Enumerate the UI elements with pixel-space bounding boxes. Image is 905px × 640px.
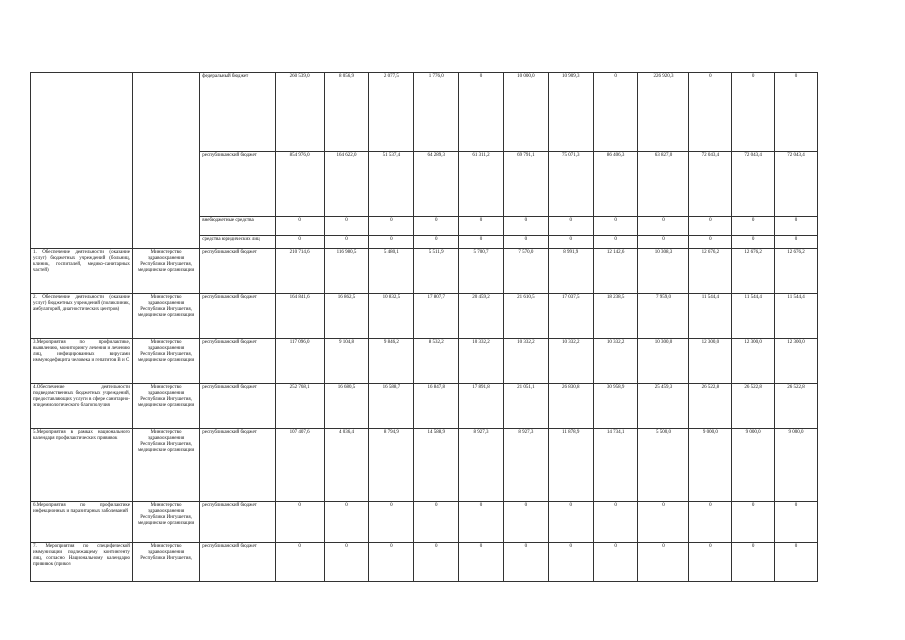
value-cell: 0: [369, 502, 414, 543]
source-cell: республиканский бюджет: [200, 384, 275, 429]
value-cell: 0: [324, 502, 369, 543]
value-cell: 5 500,0: [638, 429, 689, 502]
value-cell: 10 000,0: [503, 73, 548, 152]
value-cell: 25 459,3: [638, 384, 689, 429]
value-cell: 51 537,4: [369, 152, 414, 217]
value-cell: 226 920,3: [638, 73, 689, 152]
value-cell: 0: [275, 217, 324, 236]
value-cell: 26 522,8: [732, 384, 775, 429]
value-cell: 260 539,0: [275, 73, 324, 152]
value-cell: 8 532,2: [414, 339, 459, 384]
value-cell: 8 927,3: [503, 429, 548, 502]
value-cell: 18 238,5: [593, 294, 638, 339]
responsible-cell: Министерство здравоохранения Республики Ингушетия, медицинские организации: [132, 429, 199, 502]
value-cell: 16 862,5: [324, 294, 369, 339]
value-cell: 11 544,4: [775, 294, 818, 339]
activity-cell-continued: [31, 73, 133, 249]
value-cell: 64 289,3: [414, 152, 459, 217]
value-cell: 0: [503, 543, 548, 582]
value-cell: 8 056,9: [324, 73, 369, 152]
value-cell: 61 311,2: [459, 152, 504, 217]
value-cell: 0: [459, 502, 504, 543]
value-cell: 0: [369, 236, 414, 249]
value-cell: 0: [593, 236, 638, 249]
value-cell: 0: [638, 543, 689, 582]
value-cell: 72 043,4: [689, 152, 732, 217]
value-cell: 12 300,0: [732, 339, 775, 384]
value-cell: 14 588,9: [414, 429, 459, 502]
source-cell: республиканский бюджет: [200, 502, 275, 543]
value-cell: 8 991,9: [548, 249, 593, 294]
value-cell: 0: [638, 502, 689, 543]
value-cell: 5 700,7: [459, 249, 504, 294]
value-cell: 0: [593, 217, 638, 236]
value-cell: 63 827,0: [638, 152, 689, 217]
activity-cell: 4.Обеспечение деятельности подведомственных бюджетных учреждений, предоставляющих услуги в сфере санитарно-эпидемиологического благополучия: [31, 384, 133, 429]
value-cell: 10 332,2: [459, 339, 504, 384]
value-cell: 0: [459, 236, 504, 249]
value-cell: 5 480,1: [369, 249, 414, 294]
value-cell: 0: [414, 236, 459, 249]
value-cell: 5 511,9: [414, 249, 459, 294]
value-cell: 164 622,0: [324, 152, 369, 217]
value-cell: 21 051,1: [503, 384, 548, 429]
value-cell: 0: [548, 236, 593, 249]
table-row: [31, 339, 818, 384]
value-cell: 12 676,2: [775, 249, 818, 294]
value-cell: 0: [593, 502, 638, 543]
value-cell: 0: [459, 217, 504, 236]
value-cell: 0: [548, 543, 593, 582]
value-cell: 0: [369, 217, 414, 236]
value-cell: 9 000,0: [689, 429, 732, 502]
value-cell: 14 734,1: [593, 429, 638, 502]
source-cell: республиканский бюджет: [200, 543, 275, 582]
responsible-cell: Министерство здравоохранения Республики Ингушетия, медицинские организации: [132, 502, 199, 543]
value-cell: 252 768,1: [275, 384, 324, 429]
document-page: [30, 72, 818, 582]
value-cell: 10 332,2: [593, 339, 638, 384]
value-cell: 11 544,4: [732, 294, 775, 339]
table-row: [31, 249, 818, 294]
value-cell: 0: [459, 73, 504, 152]
value-cell: 17 037,5: [548, 294, 593, 339]
value-cell: 26 522,8: [775, 384, 818, 429]
table-row: [31, 502, 818, 543]
value-cell: 8 927,3: [459, 429, 504, 502]
value-cell: 0: [732, 73, 775, 152]
value-cell: 8 794,9: [369, 429, 414, 502]
value-cell: 7 570,0: [503, 249, 548, 294]
value-cell: 0: [275, 236, 324, 249]
activity-cell: 6.Мероприятия по профилактике инфекционных и паразитарных заболеваний: [31, 502, 133, 543]
table-row: [31, 294, 818, 339]
value-cell: 0: [689, 73, 732, 152]
value-cell: 0: [775, 73, 818, 152]
value-cell: 210 714,6: [275, 249, 324, 294]
source-cell: внебюджетные средства: [200, 217, 275, 236]
value-cell: 20 459,2: [459, 294, 504, 339]
responsible-cell: Министерство здравоохранения Республики Ингушетия, медицинские организации: [132, 384, 199, 429]
value-cell: 30 958,9: [593, 384, 638, 429]
value-cell: 0: [414, 217, 459, 236]
value-cell: 7 959,0: [638, 294, 689, 339]
source-cell: республиканский бюджет: [200, 339, 275, 384]
value-cell: 0: [548, 217, 593, 236]
value-cell: 9 000,0: [732, 429, 775, 502]
value-cell: 0: [775, 543, 818, 582]
responsible-cell: Министерство здравоохранения Республики Ингушетия, медицинские организации: [132, 294, 199, 339]
value-cell: 16 588,7: [369, 384, 414, 429]
value-cell: 21 610,5: [503, 294, 548, 339]
value-cell: 10 332,2: [548, 339, 593, 384]
table-row: [31, 543, 818, 582]
value-cell: 0: [503, 502, 548, 543]
value-cell: 0: [732, 502, 775, 543]
value-cell: 12 300,0: [775, 339, 818, 384]
value-cell: 107 407,6: [275, 429, 324, 502]
value-cell: 9 000,0: [775, 429, 818, 502]
activity-cell: 7. Мероприятия по специфической иммунизации подлежащему контингенту лиц, согласно Национальному календарю прививок (прикоз: [31, 543, 133, 582]
value-cell: 10 832,5: [369, 294, 414, 339]
value-cell: 116 980,5: [324, 249, 369, 294]
value-cell: 0: [689, 502, 732, 543]
value-cell: 10 308,3: [638, 249, 689, 294]
value-cell: 2 077,5: [369, 73, 414, 152]
responsible-cell-continued: [132, 73, 199, 249]
value-cell: 75 071,3: [548, 152, 593, 217]
value-cell: 0: [775, 217, 818, 236]
value-cell: 0: [324, 236, 369, 249]
value-cell: 12 676,2: [689, 249, 732, 294]
value-cell: 12 142,6: [593, 249, 638, 294]
value-cell: 0: [732, 217, 775, 236]
value-cell: 0: [689, 543, 732, 582]
value-cell: 0: [732, 543, 775, 582]
value-cell: 12 300,0: [689, 339, 732, 384]
value-cell: 0: [732, 236, 775, 249]
value-cell: 164 841,6: [275, 294, 324, 339]
table-row: [31, 384, 818, 429]
value-cell: 4 036,4: [324, 429, 369, 502]
value-cell: 0: [369, 543, 414, 582]
table-row: [31, 73, 818, 152]
source-cell: республиканский бюджет: [200, 249, 275, 294]
value-cell: 0: [689, 236, 732, 249]
activity-cell: 3.Мероприятия по профилактике, выявлению, мониторингу лечения и лечению лиц, инфицированных вирусами иммунодефицита человека и гепатитов В и С: [31, 339, 133, 384]
value-cell: 0: [459, 543, 504, 582]
value-cell: 0: [638, 236, 689, 249]
value-cell: 0: [503, 217, 548, 236]
value-cell: 0: [689, 217, 732, 236]
value-cell: 10 332,2: [503, 339, 548, 384]
value-cell: 0: [775, 236, 818, 249]
table-row: [31, 429, 818, 502]
activity-cell: 2. Обеспечение деятельности (оказание услуг) бюджетных учреждений (поликлиник, амбулаторий, диагностических центров): [31, 294, 133, 339]
responsible-cell: Министерство здравоохранения Республики Ингушетия, медицинские организации: [132, 249, 199, 294]
source-cell: республиканский бюджет: [200, 429, 275, 502]
table-body: [31, 73, 818, 582]
budget-table: [30, 72, 818, 582]
responsible-cell: Министерство здравоохранения Республики Ингушетия, медицинские организации: [132, 339, 199, 384]
value-cell: 0: [275, 502, 324, 543]
value-cell: 0: [324, 543, 369, 582]
responsible-cell: Министерство здравоохранения Республики Ингушетия,: [132, 543, 199, 582]
value-cell: 0: [275, 543, 324, 582]
value-cell: 72 043,4: [775, 152, 818, 217]
value-cell: 10 300,0: [638, 339, 689, 384]
value-cell: 16 847,8: [414, 384, 459, 429]
source-cell: федеральный бюджет: [200, 73, 275, 152]
value-cell: 0: [548, 502, 593, 543]
value-cell: 0: [593, 543, 638, 582]
activity-cell: 1. Обеспечение деятельности (оказание услуг) бюджетных учреждений (больниц, клиник, госпиталей, медико-санитарных частей): [31, 249, 133, 294]
value-cell: 17 891,8: [459, 384, 504, 429]
value-cell: 0: [324, 217, 369, 236]
value-cell: 12 676,2: [732, 249, 775, 294]
value-cell: 16 680,5: [324, 384, 369, 429]
value-cell: 26 522,8: [689, 384, 732, 429]
value-cell: 1 776,0: [414, 73, 459, 152]
value-cell: 9 846,2: [369, 339, 414, 384]
value-cell: 0: [414, 543, 459, 582]
value-cell: 69 791,1: [503, 152, 548, 217]
value-cell: 9 104,8: [324, 339, 369, 384]
source-cell: республиканский бюджет: [200, 152, 275, 217]
value-cell: 0: [775, 502, 818, 543]
value-cell: 0: [638, 217, 689, 236]
value-cell: 17 807,7: [414, 294, 459, 339]
value-cell: 117 096,0: [275, 339, 324, 384]
value-cell: 0: [414, 502, 459, 543]
activity-cell: 5.Мероприятия в рамках национального календаря профилактических прививок: [31, 429, 133, 502]
value-cell: 11 544,4: [689, 294, 732, 339]
source-cell: республиканский бюджет: [200, 294, 275, 339]
value-cell: 11 878,9: [548, 429, 593, 502]
source-cell: средства юридических лиц: [200, 236, 275, 249]
value-cell: 854 976,0: [275, 152, 324, 217]
value-cell: 86 406,3: [593, 152, 638, 217]
value-cell: 0: [593, 73, 638, 152]
value-cell: 26 830,8: [548, 384, 593, 429]
value-cell: 10 909,3: [548, 73, 593, 152]
value-cell: 72 043,4: [732, 152, 775, 217]
value-cell: 0: [503, 236, 548, 249]
